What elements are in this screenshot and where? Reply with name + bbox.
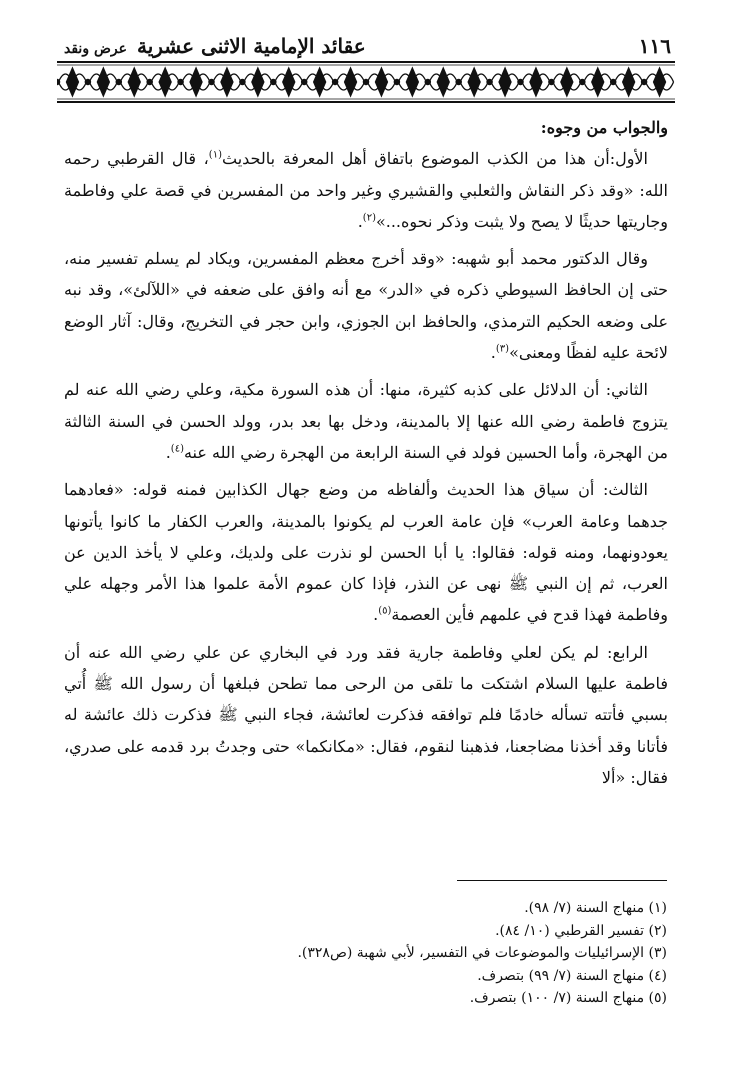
footnote-ref[interactable]: (١) <box>208 149 222 161</box>
ornament-motif <box>159 68 171 96</box>
ornament-motif <box>209 79 214 84</box>
ornament-motif <box>592 68 604 96</box>
footnote-item: (١) منهاج السنة (٧/ ٩٨). <box>524 900 667 916</box>
intro-line: والجواب من وجوه: <box>540 118 668 137</box>
ornament-motif <box>437 68 449 96</box>
ornament-motif <box>97 68 109 96</box>
footnote-ref[interactable]: (٥) <box>378 606 392 618</box>
paragraph-first: الأول:أن هذا من الكذب الموضوع باتفاق أهل المعرفة بالحديث$^{(١)}$، قال القرطبي رحمه الله: «وقد ذكر النقاش والثعلبي والقشيري وغير واحد من المفسرين في قصة علي وفاطمة وجاريتها حديثًا لا يصح ولا يثبت وذكر نحوه...»$^{(٢)}$. <box>64 149 668 231</box>
running-title <box>64 34 366 58</box>
paragraph-third: الثالث: أن سياق هذا الحديث وألفاظه من وضع جهال الكذابين فمنه قوله: «فعادهما جدهما وعامة العرب» فإن عامة العرب لم يكونوا بالمدينة، والعرب الكفار ما كانوا يأتونها يعودونهما، ومنه قوله: فقالوا: يا أبا الحسن لو نذرت على ولديك، وعلي لا يأخذ الدين عن العرب، ثم إن النبي ﷺ نهى عن النذر، فإذا كان عموم الأمة علموا هذا الأمر وجهله علي وفاطمة فهذا قدح في علمهم فأين العصمة$^{(٥)}$. <box>64 480 668 625</box>
ornament-motif <box>85 79 90 84</box>
ornament-motif <box>406 68 418 96</box>
paragraph-fourth: الرابع: لم يكن لعلي وفاطمة جارية فقد ورد في البخاري عن علي رضي الله عنه أن فاطمة عليها السلام اشتكت ما تلقى من الرحى مما تطحن فبلغها أن رسول الله ﷺ أُتي بسبي فأتته تسأله خادمًا فلم توافقه فذكرت لعائشة، فجاء النبي ﷺ فذكرت ذلك عائشة له فأتانا وقد أخذنا مضاجعنا، فذهبنا لنقوم، فقال: «مكانكما» حتى وجدتُ برد قدمه على صدري، فقال: «ألا <box>64 642 668 787</box>
book-subtitle: عرض ونقد <box>64 41 127 57</box>
ornament-motif <box>363 79 368 84</box>
footnote-ref[interactable]: (٤) <box>170 443 184 455</box>
footnote-item: (٣) الإسرائيليات والموضوعات في التفسير، لأبي شهبة (ص٣٢٨). <box>297 945 667 961</box>
book-title: عقائد الإمامية الاثنى عشرية <box>136 34 366 58</box>
footnote-item: (٤) منهاج السنة (٧/ ٩٩) بتصرف. <box>477 967 667 984</box>
ornament-motif <box>375 68 387 96</box>
ornament-motif <box>394 79 399 84</box>
ornament-motif <box>147 79 152 84</box>
ornament-motif <box>252 68 264 96</box>
ornament-motif <box>580 79 585 84</box>
ornament-motif <box>468 68 480 96</box>
ornament-motif <box>190 68 202 96</box>
ornament-motif <box>271 79 276 84</box>
ornament-motif <box>178 79 183 84</box>
ornament-motif <box>57 79 60 84</box>
ornament-motif <box>518 79 523 84</box>
ornament-motif <box>561 68 573 96</box>
footnote-item: (٥) منهاج السنة (٧/ ١٠٠) بتصرف. <box>469 990 667 1006</box>
ornament-motif <box>425 79 430 84</box>
ornament-motif <box>314 68 326 96</box>
ornament-motif <box>623 68 635 96</box>
ornament-motif <box>345 68 357 96</box>
ornament-motif <box>333 79 338 84</box>
ornament-motif <box>128 68 140 96</box>
footnote-item: (٢) تفسير القرطبي (١٠/ ٨٤). <box>495 922 667 939</box>
ornament-motif <box>302 79 307 84</box>
footnote-ref[interactable]: (٢) <box>362 212 376 224</box>
ornament-motif <box>283 68 295 96</box>
ornament-motif <box>240 79 245 84</box>
ornament-motif <box>487 79 492 84</box>
footnotes <box>247 897 667 1010</box>
ornament-motif <box>221 68 233 96</box>
ornament-motif <box>611 79 616 84</box>
page-header <box>64 32 671 60</box>
ornament-motif <box>642 79 647 84</box>
ornament-motif <box>456 79 461 84</box>
ornament-motif <box>116 79 121 84</box>
ornament-motif <box>530 68 542 96</box>
ornament-motif <box>66 68 78 96</box>
ornament-motif <box>499 68 511 96</box>
footnote-separator <box>457 880 667 881</box>
decorative-border <box>57 60 675 104</box>
paragraph-second: الثاني: أن الدلائل على كذبه كثيرة، منها: أن هذه السورة مكية، وعلي رضي الله عنه لم يتزوج فاطمة رضي الله عنها إلا بالمدينة، ودخل بها بعد بدر، وولد الحسن في السنة الثالثة من الهجرة، وأما الحسين فولد في السنة الرابعة من الهجرة رضي الله عنه$^{(٤)}$. <box>64 380 668 462</box>
main-text <box>64 112 668 793</box>
ornament-motif <box>549 79 554 84</box>
page-number: ١١٦ <box>638 34 671 58</box>
ornament-motif <box>654 68 666 96</box>
footnote-ref[interactable]: (٣) <box>495 343 510 355</box>
paragraph-abu-shahba: وقال الدكتور محمد أبو شهبه: «وقد أخرج معظم المفسرين، ويكاد لم يسلم تفسير منه، حتى إن الحافظ السيوطي ذكره في «الدر» مع أنه وافق على ضعفه في «اللآلئ»، وقد نبه على وضعه الحكيم الترمذي، والحافظ ابن الجوزي، وابن حجر في التخريج، وقال: آثار الوضع لائحة عليه لفظًا ومعنى»$^{(٣)}$. <box>64 249 669 363</box>
